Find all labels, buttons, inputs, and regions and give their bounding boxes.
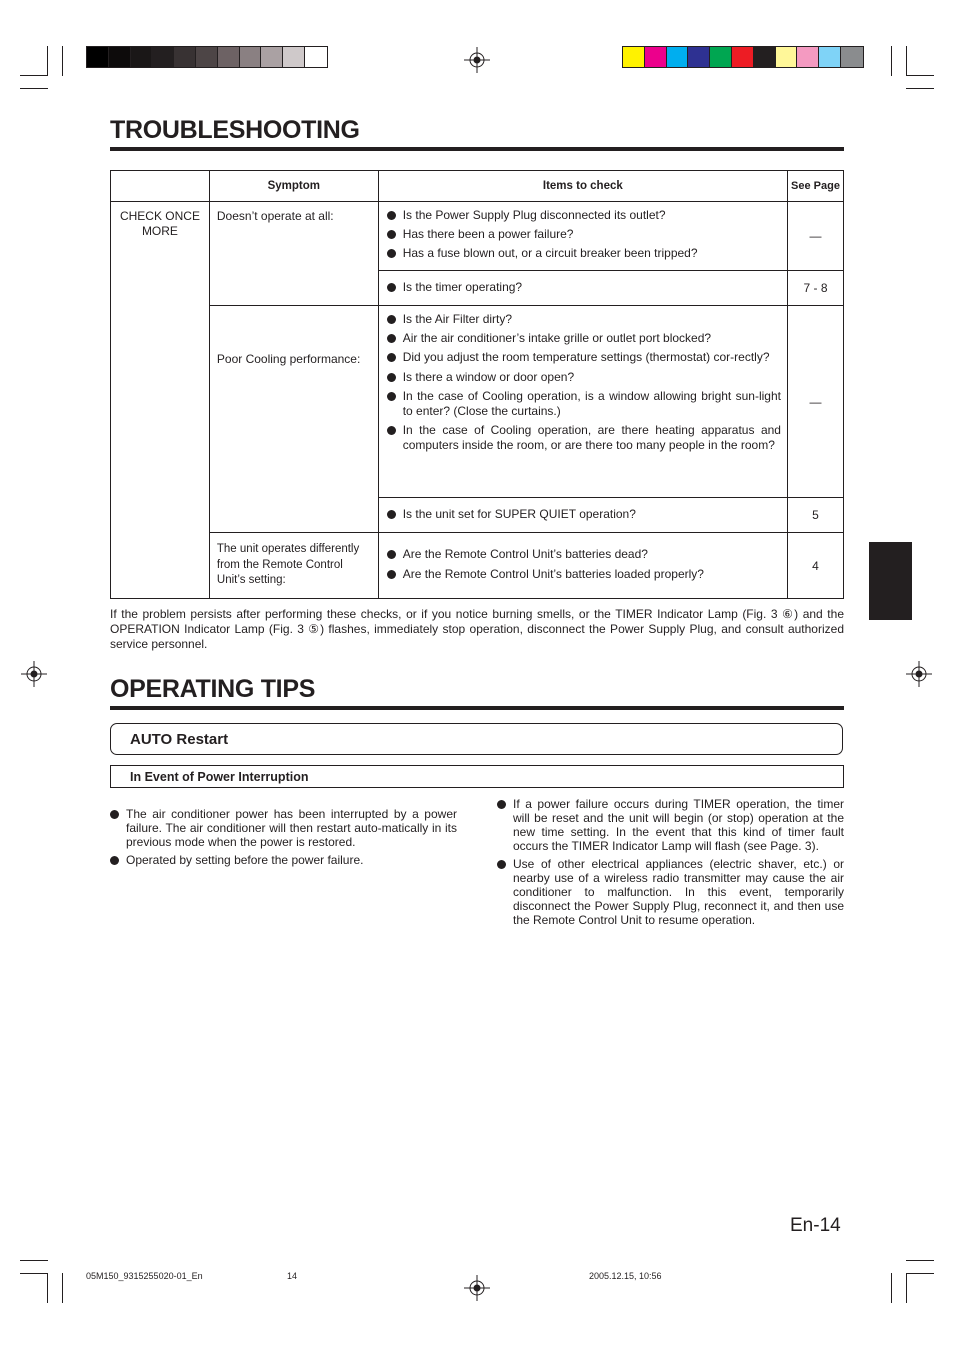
see-page-cell: 4	[787, 533, 843, 599]
check-item: Is the Air Filter dirty?	[387, 312, 781, 327]
check-item: Are the Remote Control Unit’s batteries loaded properly?	[387, 567, 781, 582]
color-swatch	[196, 47, 218, 67]
color-swatch	[754, 47, 776, 67]
color-swatch	[152, 47, 174, 67]
table-row	[111, 202, 844, 271]
troubleshooting-table	[110, 170, 844, 599]
footer-code: 05M150_9315255020-01_En	[86, 1271, 203, 1281]
symptom-cell: The unit operates differently from the Remote Control Unit’s setting:	[209, 533, 378, 599]
color-swatch	[305, 47, 327, 67]
items-header: Items to check	[378, 171, 787, 202]
tip-item: Operated by setting before the power failure.	[110, 853, 457, 867]
see-page-cell: 5	[787, 498, 843, 533]
color-swatch	[688, 47, 710, 67]
footer-datetime: 2005.12.15, 10:56	[589, 1271, 662, 1281]
title-rule	[110, 147, 844, 151]
check-item: In the case of Cooling operation, is a window allowing bright sun-light to enter? (Close the curtains.)	[387, 389, 781, 419]
symptom-cell: Poor Cooling performance:	[209, 306, 378, 533]
auto-restart-label: AUTO Restart	[130, 731, 229, 748]
items-cell	[378, 271, 787, 306]
check-item: Is there a window or door open?	[387, 370, 781, 385]
footer-page: 14	[287, 1271, 298, 1281]
color-swatch	[732, 47, 754, 67]
color-swatch	[776, 47, 798, 67]
check-item: Is the timer operating?	[387, 280, 781, 295]
color-swatch	[797, 47, 819, 67]
operating-tips-title: OPERATING TIPS	[110, 675, 316, 703]
items-cell	[378, 498, 787, 533]
troubleshooting-note: If the problem persists after performing these checks, or if you notice burning smells, or the TIMER Indicator Lamp (Fig. 3 ⑥) and the OPERATION Indicator Lamp (Fig. 3 ⑤) flashes, immediately stop operation, disconnect the Power Supply Plug, and consult authorized service personnel.	[110, 607, 844, 651]
see-page-cell: 7 - 8	[787, 271, 843, 306]
check-item: Is the unit set for SUPER QUIET operation?	[387, 507, 781, 522]
see-page-cell: —	[787, 202, 843, 271]
items-cell	[378, 533, 787, 599]
table-header-row	[111, 171, 844, 202]
see-page-cell: —	[787, 306, 843, 498]
troubleshooting-title: TROUBLESHOOTING	[110, 116, 360, 144]
color-swatch	[819, 47, 841, 67]
tip-item: Use of other electrical appliances (electric shaver, etc.) or nearby use of a wireless radio transmitter may cause the air conditioner to malfunction. In this event, temporarily disconnect the Power Supply Plug, reconnect it, and then use the Remote Control Unit to resume operation.	[497, 857, 844, 927]
table-row	[111, 306, 844, 498]
color-swatch	[87, 47, 109, 67]
symptom-header: Symptom	[209, 171, 378, 202]
items-cell	[378, 306, 787, 498]
auto-restart-heading	[110, 723, 843, 755]
check-item: In the case of Cooling operation, are there heating apparatus and computers inside the room, or are there too many people in the room?	[387, 423, 781, 453]
check-item: Did you adjust the room temperature settings (thermostat) cor-rectly?	[387, 350, 781, 365]
color-swatch	[109, 47, 131, 67]
grayscale-color-bar	[86, 46, 328, 68]
items-cell	[378, 202, 787, 271]
color-swatch	[645, 47, 667, 67]
power-interruption-label: In Event of Power Interruption	[130, 770, 309, 784]
check-item: Is the Power Supply Plug disconnected its outlet?	[387, 208, 781, 223]
see-page-header: See Page	[787, 171, 843, 202]
color-swatch	[667, 47, 689, 67]
color-swatch	[261, 47, 283, 67]
category-cell: CHECK ONCE MORE	[111, 202, 210, 599]
process-color-bar	[622, 46, 864, 68]
registration-mark-icon	[464, 1275, 490, 1301]
section-thumb-tab	[869, 542, 912, 620]
category-header	[111, 171, 210, 202]
color-swatch	[283, 47, 305, 67]
power-interruption-heading	[110, 765, 844, 788]
registration-mark-icon	[906, 661, 932, 687]
symptom-cell: Doesn’t operate at all:	[209, 202, 378, 306]
registration-mark-icon	[21, 661, 47, 687]
tip-item: If a power failure occurs during TIMER operation, the timer will be reset and the unit will begin (or stop) operation at the new time setting. In the event that this kind of timer fault occurs the TIMER Indicator Lamp will flash (see Page. 3).	[497, 797, 844, 853]
color-swatch	[240, 47, 262, 67]
registration-mark-icon	[464, 47, 490, 73]
color-swatch	[218, 47, 240, 67]
check-item: Are the Remote Control Unit’s batteries dead?	[387, 547, 781, 562]
color-swatch	[710, 47, 732, 67]
tip-item: The air conditioner power has been interrupted by a power failure. The air conditioner will then restart auto-matically in its previous mode when the power is restored.	[110, 807, 457, 849]
color-swatch	[623, 47, 645, 67]
color-swatch	[131, 47, 153, 67]
color-swatch	[174, 47, 196, 67]
page-number: En-14	[790, 1215, 841, 1236]
check-item: Has a fuse blown out, or a circuit breaker been tripped?	[387, 246, 781, 261]
right-column	[497, 797, 844, 931]
check-item: Air the air conditioner’s intake grille or outlet port blocked?	[387, 331, 781, 346]
color-swatch	[841, 47, 863, 67]
title-rule	[110, 706, 844, 710]
check-item: Has there been a power failure?	[387, 227, 781, 242]
table-row	[111, 533, 844, 599]
left-column	[110, 807, 457, 871]
